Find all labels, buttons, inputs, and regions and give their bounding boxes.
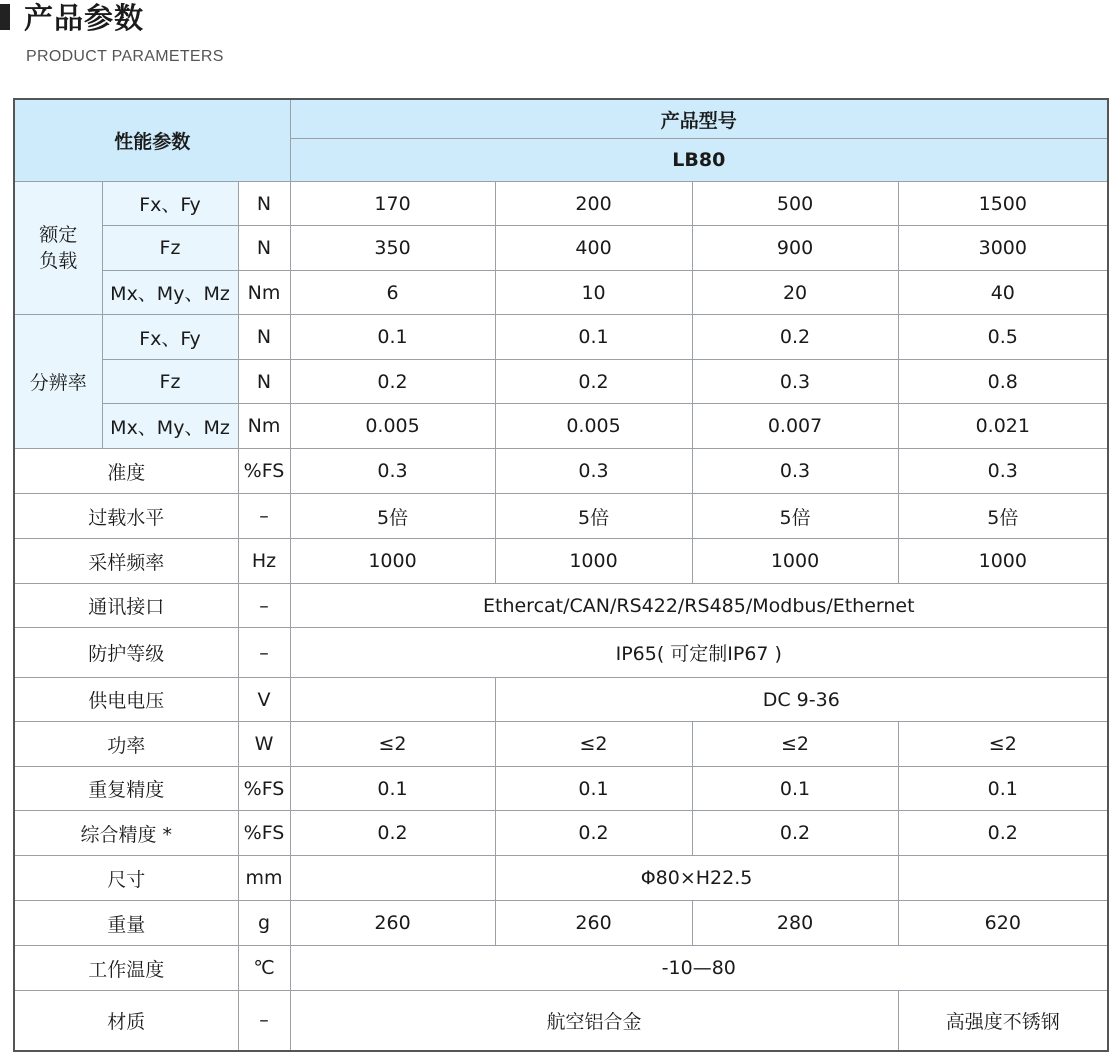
- unit-cell: mm: [238, 856, 290, 901]
- value-cell: 170: [290, 182, 495, 226]
- value-cell: 0.3: [290, 449, 495, 494]
- table-row: [14, 226, 1108, 271]
- value-cell: 0.2: [290, 811, 495, 856]
- param-label: Mx、My、Mz: [102, 404, 238, 449]
- unit-cell: ℃: [238, 946, 290, 991]
- value-cell: 0.1: [290, 315, 495, 360]
- page-subtitle: PRODUCT PARAMETERS: [26, 48, 224, 65]
- value-cell: 0.2: [290, 360, 495, 404]
- value-cell: 0.2: [495, 811, 692, 856]
- unit-cell: W: [238, 722, 290, 767]
- table-row: [14, 315, 1108, 360]
- row-label: 过载水平: [14, 494, 238, 539]
- value-cell: 200: [495, 182, 692, 226]
- value-cell: 1500: [898, 182, 1108, 226]
- row-label: 材质: [14, 991, 238, 1051]
- value-cell: 航空铝合金: [290, 991, 898, 1051]
- value-cell: 0.1: [898, 767, 1108, 811]
- unit-cell: Nm: [238, 271, 290, 315]
- value-cell: 350: [290, 226, 495, 271]
- value-cell: 0.2: [898, 811, 1108, 856]
- value-cell: 10: [495, 271, 692, 315]
- table-row: [14, 901, 1108, 946]
- table-row: [14, 856, 1108, 901]
- empty-cell: [290, 678, 495, 722]
- unit-cell: %FS: [238, 767, 290, 811]
- table-row: [14, 404, 1108, 449]
- value-cell: 260: [290, 901, 495, 946]
- model-name: LB80: [290, 139, 1108, 182]
- value-cell: 260: [495, 901, 692, 946]
- table-row: [14, 182, 1108, 226]
- value-cell: 0.1: [495, 767, 692, 811]
- table-row: [14, 811, 1108, 856]
- title-accent-bar: [0, 4, 10, 30]
- performance-parameters-header: 性能参数: [14, 99, 290, 182]
- value-cell: 1000: [290, 539, 495, 584]
- row-label: 功率: [14, 722, 238, 767]
- value-cell: 0.005: [495, 404, 692, 449]
- row-label: 通讯接口: [14, 584, 238, 628]
- value-cell: 0.3: [692, 360, 898, 404]
- param-label: Fx、Fy: [102, 315, 238, 360]
- unit-cell: –: [238, 991, 290, 1051]
- unit-cell: Nm: [238, 404, 290, 449]
- value-cell: 5倍: [290, 494, 495, 539]
- table-row: [14, 584, 1108, 628]
- value-cell: ≤2: [898, 722, 1108, 767]
- row-label: 重复精度: [14, 767, 238, 811]
- value-cell: 5倍: [495, 494, 692, 539]
- unit-cell: –: [238, 628, 290, 678]
- unit-cell: N: [238, 360, 290, 404]
- value-cell: 280: [692, 901, 898, 946]
- table-row: [14, 360, 1108, 404]
- value-cell: -10—80: [290, 946, 1108, 991]
- row-label: 重量: [14, 901, 238, 946]
- unit-cell: Hz: [238, 539, 290, 584]
- value-cell: 5倍: [898, 494, 1108, 539]
- value-cell: 0.5: [898, 315, 1108, 360]
- table-row: [14, 271, 1108, 315]
- param-label: Fz: [102, 360, 238, 404]
- unit-cell: –: [238, 494, 290, 539]
- value-cell: Φ80×H22.5: [495, 856, 898, 901]
- value-cell: Ethercat/CAN/RS422/RS485/Modbus/Ethernet: [290, 584, 1108, 628]
- unit-cell: %FS: [238, 449, 290, 494]
- resolution-group-label: 分辨率: [14, 315, 102, 449]
- row-label: 准度: [14, 449, 238, 494]
- value-cell: 1000: [495, 539, 692, 584]
- table-row: [14, 722, 1108, 767]
- value-cell: IP65( 可定制IP67 ): [290, 628, 1108, 678]
- value-cell: 高强度不锈钢: [898, 991, 1108, 1051]
- value-cell: 3000: [898, 226, 1108, 271]
- value-cell: 620: [898, 901, 1108, 946]
- empty-cell: [898, 856, 1108, 901]
- value-cell: 0.1: [495, 315, 692, 360]
- value-cell: 0.021: [898, 404, 1108, 449]
- value-cell: 20: [692, 271, 898, 315]
- table-row: [14, 678, 1108, 722]
- unit-cell: g: [238, 901, 290, 946]
- page-title: 产品参数: [24, 1, 145, 35]
- table-row: [14, 991, 1108, 1051]
- value-cell: 0.1: [290, 767, 495, 811]
- param-label: Fz: [102, 226, 238, 271]
- value-cell: 40: [898, 271, 1108, 315]
- value-cell: 1000: [692, 539, 898, 584]
- param-label: Mx、My、Mz: [102, 271, 238, 315]
- value-cell: 0.2: [692, 315, 898, 360]
- table-row: [14, 449, 1108, 494]
- empty-cell: [290, 856, 495, 901]
- value-cell: 6: [290, 271, 495, 315]
- unit-cell: %FS: [238, 811, 290, 856]
- unit-cell: V: [238, 678, 290, 722]
- row-label: 工作温度: [14, 946, 238, 991]
- value-cell: ≤2: [692, 722, 898, 767]
- value-cell: 0.3: [692, 449, 898, 494]
- table-row: [14, 946, 1108, 991]
- unit-cell: N: [238, 182, 290, 226]
- header-row: [14, 99, 1108, 139]
- unit-cell: N: [238, 315, 290, 360]
- unit-cell: –: [238, 584, 290, 628]
- unit-cell: N: [238, 226, 290, 271]
- table-row: [14, 539, 1108, 584]
- value-cell: DC 9-36: [495, 678, 1108, 722]
- value-cell: 0.3: [898, 449, 1108, 494]
- table-row: [14, 494, 1108, 539]
- value-cell: 0.2: [495, 360, 692, 404]
- value-cell: ≤2: [290, 722, 495, 767]
- product-model-header: 产品型号: [290, 99, 1108, 139]
- value-cell: 0.8: [898, 360, 1108, 404]
- value-cell: 0.1: [692, 767, 898, 811]
- table-row: [14, 628, 1108, 678]
- value-cell: 0.2: [692, 811, 898, 856]
- row-label: 防护等级: [14, 628, 238, 678]
- row-label: 供电电压: [14, 678, 238, 722]
- value-cell: 500: [692, 182, 898, 226]
- value-cell: ≤2: [495, 722, 692, 767]
- row-label: 采样频率: [14, 539, 238, 584]
- value-cell: 400: [495, 226, 692, 271]
- row-label: 尺寸: [14, 856, 238, 901]
- rated-load-group-label: 额定 负载: [14, 182, 102, 315]
- value-cell: 0.005: [290, 404, 495, 449]
- value-cell: 900: [692, 226, 898, 271]
- row-label: 综合精度 *: [14, 811, 238, 856]
- value-cell: 5倍: [692, 494, 898, 539]
- table-row: [14, 767, 1108, 811]
- product-parameter-table: [13, 98, 1109, 1052]
- value-cell: 0.007: [692, 404, 898, 449]
- value-cell: 0.3: [495, 449, 692, 494]
- value-cell: 1000: [898, 539, 1108, 584]
- param-label: Fx、Fy: [102, 182, 238, 226]
